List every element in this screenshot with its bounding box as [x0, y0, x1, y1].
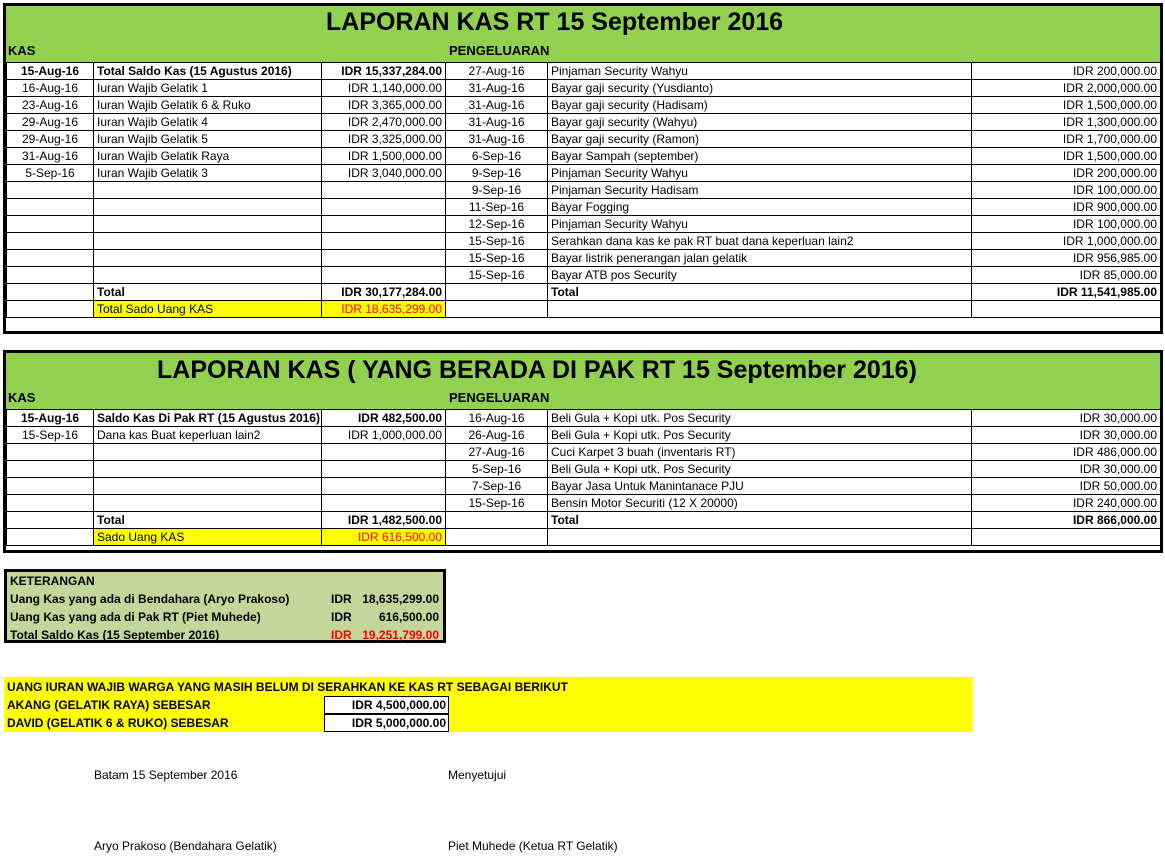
- kas-date-cell: 15-Aug-16: [7, 63, 94, 80]
- keterangan-value-1: 18,635,299.00: [362, 592, 439, 606]
- out-amount-cell: IDR 85,000.00: [972, 267, 1161, 284]
- out-desc-cell: Bayar ATB pos Security: [548, 267, 972, 284]
- kas-desc-cell: Iuran Wajib Gelatik Raya: [94, 148, 322, 165]
- out-date-cell: 6-Sep-16: [446, 148, 548, 165]
- report2-kas-label: KAS: [8, 390, 36, 405]
- signature-place-date: Batam 15 September 2016: [94, 768, 238, 782]
- kas-desc-cell: [94, 495, 322, 512]
- out-date-cell: 16-Aug-16: [446, 410, 548, 427]
- keterangan-currency-2: IDR: [331, 610, 352, 624]
- out-amount-cell: IDR 100,000.00: [972, 216, 1161, 233]
- report2-pengeluaran-label: PENGELUARAN: [449, 390, 550, 405]
- kas-amount-cell: [322, 216, 446, 233]
- report2-title: LAPORAN KAS ( YANG BERADA DI PAK RT 15 September 2016): [157, 356, 917, 384]
- out-desc-cell: Beli Gula + Kopi utk. Pos Security: [548, 461, 972, 478]
- total-empty-cell: [446, 284, 548, 301]
- table-row: [7, 495, 1161, 512]
- total-empty-cell: [7, 284, 94, 301]
- report1-table: [6, 62, 1161, 318]
- kas-desc-cell: [94, 199, 322, 216]
- saldo-label: Sado Uang KAS: [94, 529, 322, 546]
- saldo-empty-cell: [548, 301, 972, 318]
- table-row: [7, 250, 1161, 267]
- kas-date-cell: [7, 478, 94, 495]
- out-amount-cell: IDR 240,000.00: [972, 495, 1161, 512]
- keterangan-currency-3: IDR: [331, 628, 352, 642]
- table-row: [7, 410, 1161, 427]
- out-total-value: IDR 11,541,985.00: [972, 284, 1161, 301]
- out-amount-cell: IDR 100,000.00: [972, 182, 1161, 199]
- kas-amount-cell: [322, 495, 446, 512]
- kas-amount-cell: IDR 3,040,000.00: [322, 165, 446, 182]
- unpaid-dues-box: [4, 677, 973, 732]
- kas-date-cell: 31-Aug-16: [7, 148, 94, 165]
- out-date-cell: 7-Sep-16: [446, 478, 548, 495]
- saldo-empty-cell: [548, 529, 972, 546]
- out-desc-cell: Bayar gaji security (Wahyu): [548, 114, 972, 131]
- out-amount-cell: IDR 30,000.00: [972, 461, 1161, 478]
- out-date-cell: 27-Aug-16: [446, 444, 548, 461]
- kas-amount-cell: IDR 1,140,000.00: [322, 80, 446, 97]
- saldo-empty-cell: [446, 301, 548, 318]
- keterangan-value-2: 616,500.00: [378, 610, 439, 624]
- out-total-label: Total: [548, 284, 972, 301]
- table-row: [7, 199, 1161, 216]
- kas-date-cell: [7, 182, 94, 199]
- kas-desc-cell: Iuran Wajib Gelatik 5: [94, 131, 322, 148]
- saldo-empty-cell: [972, 301, 1161, 318]
- out-amount-cell: IDR 1,500,000.00: [972, 148, 1161, 165]
- kas-desc-cell: Dana kas Buat keperluan lain2: [94, 427, 322, 444]
- table-row: [7, 216, 1161, 233]
- kas-desc-cell: [94, 267, 322, 284]
- saldo-empty-cell: [446, 529, 548, 546]
- keterangan-heading: KETERANGAN: [10, 574, 95, 588]
- kas-date-cell: 29-Aug-16: [7, 114, 94, 131]
- kas-date-cell: 15-Aug-16: [7, 410, 94, 427]
- kas-desc-cell: Total Saldo Kas (15 Agustus 2016): [94, 63, 322, 80]
- kas-amount-cell: IDR 1,500,000.00: [322, 148, 446, 165]
- unpaid-heading: UANG IURAN WAJIB WARGA YANG MASIH BELUM DI SERAHKAN KE KAS RT SEBAGAI BERIKUT: [7, 680, 568, 694]
- kas-desc-cell: [94, 250, 322, 267]
- out-amount-cell: IDR 50,000.00: [972, 478, 1161, 495]
- kas-amount-cell: IDR 3,365,000.00: [322, 97, 446, 114]
- table-row: [7, 131, 1161, 148]
- kas-amount-cell: IDR 2,470,000.00: [322, 114, 446, 131]
- out-amount-cell: IDR 486,000.00: [972, 444, 1161, 461]
- out-amount-cell: IDR 1,500,000.00: [972, 97, 1161, 114]
- saldo-label: Total Sado Uang KAS: [94, 301, 322, 318]
- kas-amount-cell: [322, 250, 446, 267]
- out-desc-cell: Bayar gaji security (Hadisam): [548, 97, 972, 114]
- kas-date-cell: [7, 199, 94, 216]
- kas-desc-cell: [94, 233, 322, 250]
- table-row: [7, 80, 1161, 97]
- kas-amount-cell: IDR 3,325,000.00: [322, 131, 446, 148]
- kas-date-cell: 16-Aug-16: [7, 80, 94, 97]
- saldo-row: [7, 529, 1161, 546]
- total-empty-cell: [7, 512, 94, 529]
- table-row: [7, 114, 1161, 131]
- kas-desc-cell: [94, 444, 322, 461]
- kas-date-cell: [7, 444, 94, 461]
- signature-treasurer: Aryo Prakoso (Bendahara Gelatik): [94, 839, 277, 853]
- out-date-cell: 31-Aug-16: [446, 114, 548, 131]
- kas-total-label: Total: [94, 512, 322, 529]
- out-date-cell: 15-Sep-16: [446, 233, 548, 250]
- out-desc-cell: Bayar Fogging: [548, 199, 972, 216]
- kas-date-cell: [7, 495, 94, 512]
- out-date-cell: 27-Aug-16: [446, 63, 548, 80]
- out-desc-cell: Beli Gula + Kopi utk. Pos Security: [548, 427, 972, 444]
- saldo-value: IDR 616,500.00: [322, 529, 446, 546]
- kas-date-cell: 5-Sep-16: [7, 165, 94, 182]
- out-date-cell: 15-Sep-16: [446, 267, 548, 284]
- kas-desc-cell: [94, 216, 322, 233]
- kas-desc-cell: [94, 182, 322, 199]
- table-row: [7, 97, 1161, 114]
- out-date-cell: 12-Sep-16: [446, 216, 548, 233]
- out-desc-cell: Beli Gula + Kopi utk. Pos Security: [548, 410, 972, 427]
- table-row: [7, 148, 1161, 165]
- unpaid-label-1: AKANG (GELATIK RAYA) SEBESAR: [7, 698, 211, 712]
- kas-amount-cell: IDR 15,337,284.00: [322, 63, 446, 80]
- out-desc-cell: Pinjaman Security Wahyu: [548, 216, 972, 233]
- out-amount-cell: IDR 956,985.00: [972, 250, 1161, 267]
- kas-amount-cell: [322, 478, 446, 495]
- kas-total-value: IDR 1,482,500.00: [322, 512, 446, 529]
- saldo-empty-cell: [7, 529, 94, 546]
- kas-amount-cell: [322, 267, 446, 284]
- kas-date-cell: [7, 233, 94, 250]
- table-row: [7, 444, 1161, 461]
- kas-desc-cell: Iuran Wajib Gelatik 1: [94, 80, 322, 97]
- saldo-value: IDR 18,635,299.00: [322, 301, 446, 318]
- keterangan-value-3: 19,251,799.00: [362, 628, 439, 642]
- kas-date-cell: 29-Aug-16: [7, 131, 94, 148]
- keterangan-currency-1: IDR: [331, 592, 352, 606]
- out-amount-cell: IDR 200,000.00: [972, 165, 1161, 182]
- signature-rt-head: Piet Muhede (Ketua RT Gelatik): [448, 839, 618, 853]
- out-date-cell: 5-Sep-16: [446, 461, 548, 478]
- kas-date-cell: [7, 461, 94, 478]
- out-total-value: IDR 866,000.00: [972, 512, 1161, 529]
- out-amount-cell: IDR 1,300,000.00: [972, 114, 1161, 131]
- kas-date-cell: 15-Sep-16: [7, 427, 94, 444]
- keterangan-box: [4, 569, 446, 643]
- keterangan-label-1: Uang Kas yang ada di Bendahara (Aryo Prakoso): [10, 592, 290, 606]
- kas-amount-cell: [322, 182, 446, 199]
- kas-amount-cell: IDR 482,500.00: [322, 410, 446, 427]
- out-amount-cell: IDR 200,000.00: [972, 63, 1161, 80]
- out-date-cell: 31-Aug-16: [446, 131, 548, 148]
- kas-amount-cell: [322, 233, 446, 250]
- signature-approve-label: Menyetujui: [448, 768, 507, 782]
- kas-desc-cell: [94, 461, 322, 478]
- report1-pengeluaran-label: PENGELUARAN: [449, 43, 550, 58]
- unpaid-amount-1: IDR 4,500,000.00: [324, 696, 449, 714]
- keterangan-label-3: Total Saldo Kas (15 September 2016): [10, 628, 220, 642]
- kas-total-value: IDR 30,177,284.00: [322, 284, 446, 301]
- out-date-cell: 31-Aug-16: [446, 80, 548, 97]
- table-row: [7, 427, 1161, 444]
- kas-amount-cell: [322, 461, 446, 478]
- out-amount-cell: IDR 30,000.00: [972, 410, 1161, 427]
- out-amount-cell: IDR 1,000,000.00: [972, 233, 1161, 250]
- out-desc-cell: Bayar gaji security (Ramon): [548, 131, 972, 148]
- saldo-empty-cell: [972, 529, 1161, 546]
- kas-amount-cell: [322, 444, 446, 461]
- kas-desc-cell: [94, 478, 322, 495]
- kas-date-cell: [7, 216, 94, 233]
- kas-desc-cell: Iuran Wajib Gelatik 3: [94, 165, 322, 182]
- total-row: [7, 512, 1161, 529]
- kas-total-label: Total: [94, 284, 322, 301]
- out-desc-cell: Pinjaman Security Wahyu: [548, 165, 972, 182]
- out-desc-cell: Bayar gaji security (Yusdianto): [548, 80, 972, 97]
- unpaid-amount-2: IDR 5,000,000.00: [324, 714, 449, 732]
- out-amount-cell: IDR 2,000,000.00: [972, 80, 1161, 97]
- out-desc-cell: Bayar listrik penerangan jalan gelatik: [548, 250, 972, 267]
- out-date-cell: 11-Sep-16: [446, 199, 548, 216]
- out-desc-cell: Bayar Jasa Untuk Manintanace PJU: [548, 478, 972, 495]
- out-amount-cell: IDR 30,000.00: [972, 427, 1161, 444]
- out-desc-cell: Cuci Karpet 3 buah (inventaris RT): [548, 444, 972, 461]
- keterangan-label-2: Uang Kas yang ada di Pak RT (Piet Muhede): [10, 610, 261, 624]
- report1-kas-label: KAS: [8, 43, 36, 58]
- out-date-cell: 26-Aug-16: [446, 427, 548, 444]
- kas-amount-cell: IDR 1,000,000.00: [322, 427, 446, 444]
- out-total-label: Total: [548, 512, 972, 529]
- table-row: [7, 478, 1161, 495]
- out-date-cell: 15-Sep-16: [446, 250, 548, 267]
- kas-desc-cell: Iuran Wajib Gelatik 4: [94, 114, 322, 131]
- out-date-cell: 15-Sep-16: [446, 495, 548, 512]
- out-desc-cell: Serahkan dana kas ke pak RT buat dana keperluan lain2: [548, 233, 972, 250]
- table-row: [7, 63, 1161, 80]
- report1-title: LAPORAN KAS RT 15 September 2016: [326, 8, 784, 36]
- saldo-row: [7, 301, 1161, 318]
- table-row: [7, 461, 1161, 478]
- table-row: [7, 233, 1161, 250]
- kas-date-cell: [7, 250, 94, 267]
- unpaid-label-2: DAVID (GELATIK 6 & RUKO) SEBESAR: [7, 716, 229, 730]
- kas-date-cell: 23-Aug-16: [7, 97, 94, 114]
- kas-date-cell: [7, 267, 94, 284]
- report2-table: [6, 409, 1161, 546]
- out-desc-cell: Bayar Sampah (september): [548, 148, 972, 165]
- out-date-cell: 31-Aug-16: [446, 97, 548, 114]
- total-empty-cell: [446, 512, 548, 529]
- out-date-cell: 9-Sep-16: [446, 165, 548, 182]
- saldo-empty-cell: [7, 301, 94, 318]
- out-amount-cell: IDR 900,000.00: [972, 199, 1161, 216]
- out-desc-cell: Bensin Motor Securiti (12 X 20000): [548, 495, 972, 512]
- kas-desc-cell: Iuran Wajib Gelatik 6 & Ruko: [94, 97, 322, 114]
- kas-desc-cell: Saldo Kas Di Pak RT (15 Agustus 2016): [94, 410, 322, 427]
- table-row: [7, 267, 1161, 284]
- out-amount-cell: IDR 1,700,000.00: [972, 131, 1161, 148]
- out-desc-cell: Pinjaman Security Hadisam: [548, 182, 972, 199]
- table-row: [7, 182, 1161, 199]
- kas-amount-cell: [322, 199, 446, 216]
- table-row: [7, 165, 1161, 182]
- out-date-cell: 9-Sep-16: [446, 182, 548, 199]
- total-row: [7, 284, 1161, 301]
- out-desc-cell: Pinjaman Security Wahyu: [548, 63, 972, 80]
